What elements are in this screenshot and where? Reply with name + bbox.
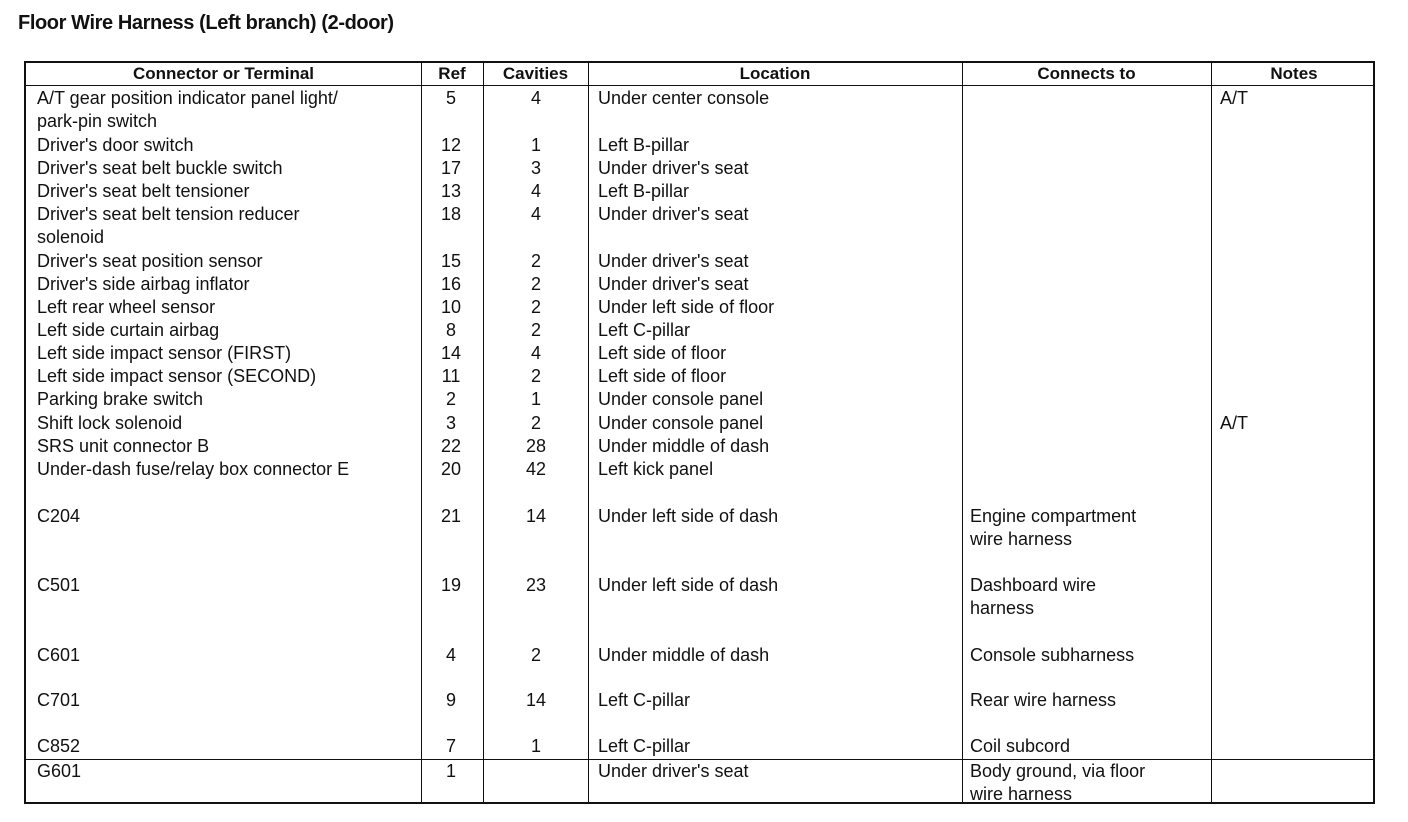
location-cell: Under driver's seat: [598, 158, 749, 178]
ref-cell: 13: [440, 181, 462, 201]
connector-cell: Driver's side airbag inflator: [37, 274, 250, 294]
cavities-cell: 28: [525, 436, 547, 456]
location-cell: Under driver's seat: [598, 251, 749, 271]
connector-cell: C701: [37, 690, 81, 710]
connector-cell: Driver's seat position sensor: [37, 251, 263, 271]
ref-cell: 18: [440, 204, 462, 224]
location-cell: Under left side of dash: [598, 575, 779, 595]
page-title: Floor Wire Harness (Left branch) (2-door): [18, 12, 394, 34]
ref-cell: 5: [445, 88, 456, 108]
header-ref: Ref: [438, 64, 466, 83]
cavities-cell: 14: [525, 506, 547, 526]
location-cell: Under left side of dash: [598, 506, 779, 526]
ref-cell: 3: [445, 413, 456, 433]
column-divider: [588, 63, 589, 802]
location-cell: Left side of floor: [598, 366, 727, 386]
cavities-cell: 2: [530, 645, 541, 665]
connector-cell: Shift lock solenoid: [37, 413, 183, 433]
connector-cell: C204: [37, 506, 81, 526]
header-notes: Notes: [1270, 64, 1318, 83]
cavities-cell: 23: [525, 575, 547, 595]
location-cell: Under driver's seat: [598, 274, 749, 294]
ref-cell: 1: [445, 761, 456, 781]
ref-cell: 16: [440, 274, 462, 294]
ref-cell: 11: [441, 366, 461, 386]
location-cell: Under console panel: [598, 413, 764, 433]
location-cell: Left C-pillar: [598, 736, 691, 756]
connector-cell: A/T gear position indicator panel light/ park-pin switch: [37, 88, 338, 131]
connector-cell: Driver's door switch: [37, 135, 194, 155]
location-cell: Under console panel: [598, 389, 764, 409]
ref-cell: 4: [445, 645, 456, 665]
cavities-cell: 2: [530, 297, 541, 317]
ref-cell: 19: [440, 575, 462, 595]
location-cell: Left C-pillar: [598, 320, 691, 340]
location-cell: Under driver's seat: [598, 204, 749, 224]
notes-cell: A/T: [1220, 88, 1249, 108]
connector-cell: Left side impact sensor (FIRST): [37, 343, 292, 363]
ref-cell: 10: [440, 297, 462, 317]
connector-cell: Left side curtain airbag: [37, 320, 220, 340]
connector-cell: Driver's seat belt tensioner: [37, 181, 250, 201]
connects-to-cell: Dashboard wire harness: [970, 575, 1097, 618]
cavities-cell: 1: [530, 389, 541, 409]
ref-cell: 22: [440, 436, 462, 456]
notes-cell: A/T: [1220, 413, 1249, 433]
connects-to-cell: Engine compartment wire harness: [970, 506, 1137, 549]
ref-cell: 15: [440, 251, 462, 271]
connector-cell: SRS unit connector B: [37, 436, 210, 456]
ref-cell: 21: [440, 506, 462, 526]
ref-cell: 12: [440, 135, 462, 155]
ref-cell: 7: [445, 736, 456, 756]
ref-cell: 9: [445, 690, 456, 710]
connector-cell: Driver's seat belt tension reducer solenoid: [37, 204, 300, 247]
cavities-cell: 4: [530, 204, 541, 224]
connects-to-cell: Coil subcord: [970, 736, 1071, 756]
cavities-cell: 1: [530, 736, 541, 756]
connector-cell: C501: [37, 575, 81, 595]
location-cell: Left kick panel: [598, 459, 714, 479]
location-cell: Under center console: [598, 88, 770, 108]
cavities-cell: 2: [530, 251, 541, 271]
ref-cell: 8: [445, 320, 456, 340]
cavities-cell: 2: [530, 320, 541, 340]
column-divider: [1211, 63, 1212, 802]
connector-cell: Under-dash fuse/relay box connector E: [37, 459, 350, 479]
connector-cell: Driver's seat belt buckle switch: [37, 158, 283, 178]
ref-cell: 20: [440, 459, 462, 479]
cavities-cell: 2: [530, 366, 541, 386]
connector-cell: Left side impact sensor (SECOND): [37, 366, 317, 386]
header-connects-to: Connects to: [1037, 64, 1136, 83]
cavities-cell: 14: [525, 690, 547, 710]
connector-cell: C601: [37, 645, 81, 665]
connector-cell: Left rear wheel sensor: [37, 297, 216, 317]
harness-table: [24, 61, 1375, 804]
cavities-cell: 4: [530, 181, 541, 201]
connector-cell: Parking brake switch: [37, 389, 204, 409]
ref-cell: 14: [440, 343, 462, 363]
header-divider: [26, 85, 1373, 86]
connector-cell: C852: [37, 736, 81, 756]
location-cell: Under middle of dash: [598, 436, 770, 456]
header-cavities: Cavities: [502, 64, 569, 83]
cavities-cell: 2: [530, 274, 541, 294]
connects-to-cell: Rear wire harness: [970, 690, 1117, 710]
location-cell: Under driver's seat: [598, 761, 749, 781]
location-cell: Left B-pillar: [598, 181, 690, 201]
cavities-cell: 2: [530, 413, 541, 433]
header-connector: Connector or Terminal: [132, 64, 315, 83]
ref-cell: 17: [440, 158, 462, 178]
connects-to-cell: Body ground, via floor wire harness: [970, 761, 1146, 804]
ref-cell: 2: [445, 389, 456, 409]
column-divider: [962, 63, 963, 802]
location-cell: Under middle of dash: [598, 645, 770, 665]
connector-cell: G601: [37, 761, 82, 781]
header-location: Location: [739, 64, 811, 83]
location-cell: Under left side of floor: [598, 297, 775, 317]
cavities-cell: 42: [525, 459, 547, 479]
cavities-cell: 4: [530, 88, 541, 108]
location-cell: Left C-pillar: [598, 690, 691, 710]
location-cell: Left B-pillar: [598, 135, 690, 155]
connects-to-cell: Console subharness: [970, 645, 1135, 665]
cavities-cell: 1: [530, 135, 541, 155]
location-cell: Left side of floor: [598, 343, 727, 363]
cavities-cell: 4: [530, 343, 541, 363]
cavities-cell: 3: [530, 158, 541, 178]
